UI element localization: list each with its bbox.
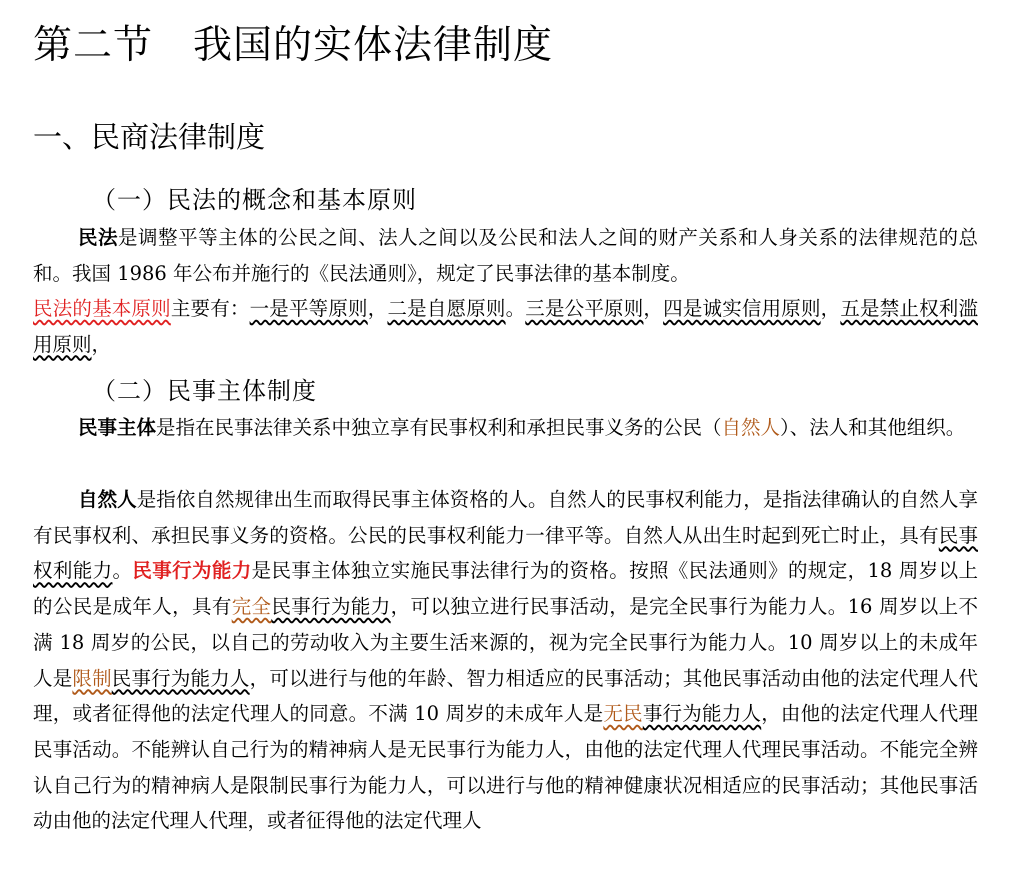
principle-4: 四是诚实信用原则 xyxy=(663,297,821,320)
term-no-capacity: 事行为能力人 xyxy=(642,702,762,726)
term-civil-rights-capacity: 民事权利能力 xyxy=(33,523,978,583)
subsection-title-2: （二）民事主体制度 xyxy=(92,377,317,405)
principle-1: 一是平等原则 xyxy=(249,297,368,320)
term-limited-prefix: 限制 xyxy=(72,666,112,690)
term-civil-law: 民法 xyxy=(78,226,119,249)
paragraph-basic-principles: 民法的基本原则主要有：一是平等原则，二是自愿原则。三是公平原则，四是诚实信用原则，五是禁止权利滥用原则， xyxy=(33,297,978,356)
section-title: 我国的实体法律制度 xyxy=(193,23,554,68)
term-civil-subject: 民事主体 xyxy=(78,416,157,439)
paragraph-civil-law-definition: 民法是调整平等主体的公民之间、法人之间以及公民和法人之间的财产关系和人身关系的法律规范的总和。我国 1986 年公布并施行的《民法通则》，规定了民事法律的基本制度。 xyxy=(33,226,978,285)
term-limited-capacity: 民事行为能力人 xyxy=(111,666,250,690)
term-full-prefix: 完全 xyxy=(231,595,272,619)
term-natural-person-note: 自然人 xyxy=(721,416,781,439)
term-natural-person: 自然人 xyxy=(78,488,137,511)
section-heading xyxy=(33,14,553,70)
term-none-prefix: 无民 xyxy=(603,702,643,726)
subsection-heading: 一、民商法律制度 xyxy=(33,120,266,154)
term-civil-conduct-capacity: 民事行为能力 xyxy=(132,559,252,583)
paragraph-natural-person: 自然人是指依自然规律出生而取得民事主体资格的人。自然人的民事权利能力，是指法律确认的自然人享有民事权利、承担民事义务的资格。公民的民事权利能力一律平等。自然人从出生时起到死亡时止，具有民事权利能力。民事行为能力是民事主体独立实施民事法律行为的资格。按照《民法通则》的规定，18 周岁以上的公民是成年人，具有完全民事行为能力，可以独立进行民事活动，是完全民事行为能力人。16 周岁以上不满 18 周岁的公民，以自己的劳动收入为主要生活来源的，视为完全民事行为能力人。10 周岁以上的未成年人是限制民事行为能力人，可以进行与他的年龄、智力相适应的民事活动；其他民事活动由他的法定代理人代理，或者征得他的法定代理人的同意。不满 10 周岁的未成年人是无民事行为能力人，由他的法定代理人代理民事活动。不能辨认自己行为的精神病人是无民事行为能力人，由他的法定代理人代理民事活动。不能完全辨认自己行为的精神病人是限制民事行为能力人，可以进行与他的精神健康状况相适应的民事活动；其他民事活动由他的法定代理人代理，或者征得他的法定代理人 xyxy=(33,488,978,833)
section-number: 第二节 xyxy=(33,23,154,68)
term-full-capacity: 民事行为能力 xyxy=(271,595,391,619)
principle-5: 五是禁止权利滥用原则 xyxy=(33,297,978,356)
subsection-title-1: （一）民法的概念和基本原则 xyxy=(92,186,417,214)
term-basic-principles: 民法的基本原则 xyxy=(33,297,171,320)
principle-2: 二是自愿原则 xyxy=(387,297,506,320)
principle-3: 三是公平原则 xyxy=(525,297,644,320)
paragraph-civil-subject: 民事主体是指在民事法律关系中独立享有民事权利和承担民事义务的公民（自然人）、法人和其他组织。 xyxy=(78,416,966,439)
